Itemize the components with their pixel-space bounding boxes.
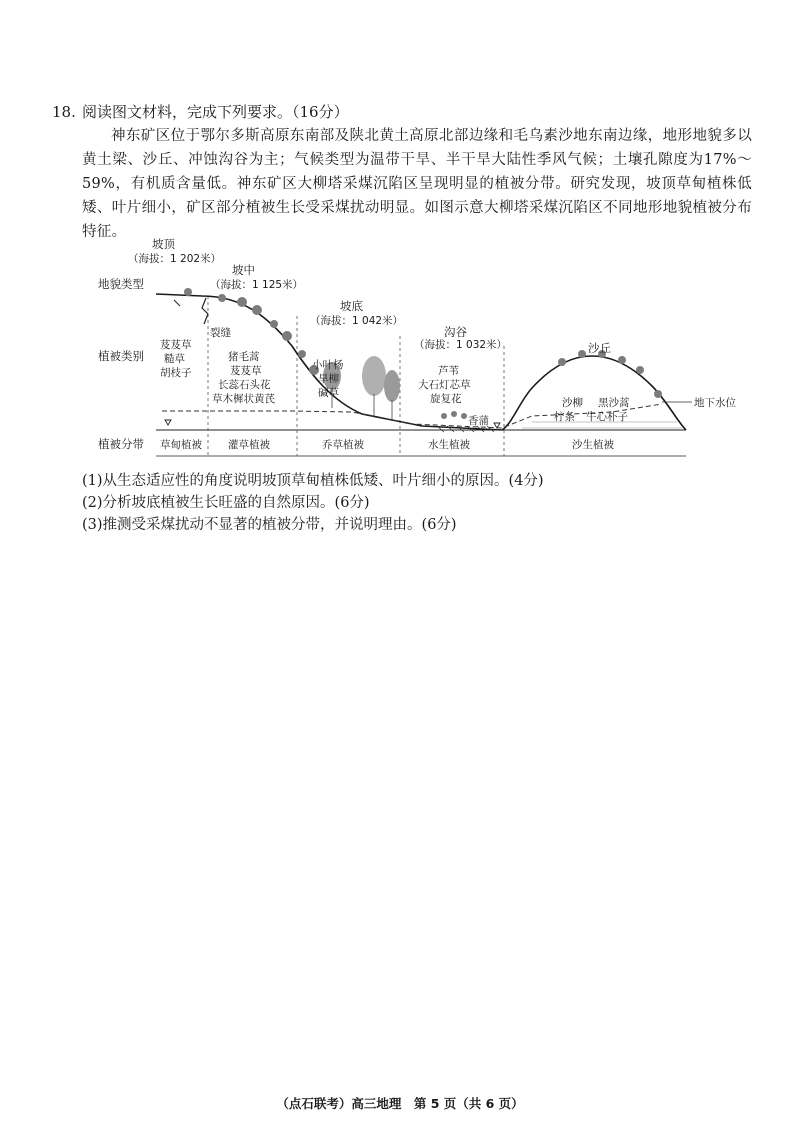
profile-svg	[92, 236, 752, 468]
subquestion-3: (3)推测受采煤扰动不显著的植被分带，并说明理由。(6分)	[82, 517, 457, 533]
slope-mark	[174, 300, 180, 306]
zone-aquatic: 水生植被	[428, 439, 470, 451]
plant-mid-4: 草木樨状黄芪	[212, 393, 275, 405]
plant-bottom-3: 碱草	[318, 387, 339, 399]
water-table-marker-1	[165, 420, 171, 425]
row-label-landform: 地貌类型	[98, 277, 144, 291]
landform-valley-elev: （海拔：1 032米）	[414, 339, 508, 351]
landform-dune: 沙丘	[588, 341, 611, 355]
landform-bottom: 坡底	[340, 299, 363, 313]
question-paragraph: 神东矿区位于鄂尔多斯高原东南部及陕北黄土高原北部边缘和毛乌素沙地东南边缘，地形地貌多以黄土梁、沙丘、冲蚀沟谷为主；气候类型为温带干旱、半干旱大陆性季风气候；土壤孔隙度为17%～59%，有机质含量低。神东矿区大柳塔采煤沉陷区呈现明显的植被分带。研究发现，坡顶草甸植株低矮、叶片细小，矿区部分植被生长受采煤扰动明显。如图示意大柳塔采煤沉陷区不同地形地貌植被分布特征。	[82, 128, 752, 240]
landform-top-elev: （海拔：1 202米）	[128, 253, 222, 265]
row-label-zone: 植被分带	[98, 437, 144, 451]
zone-sand: 沙生植被	[572, 439, 614, 451]
plant-mid-2: 芨芨草	[230, 365, 262, 377]
plant-dune-4: 牛心朴子	[586, 411, 628, 423]
plant-dune-1: 沙柳	[562, 397, 583, 409]
landform-valley: 沟谷	[444, 325, 467, 339]
crack-line	[202, 298, 208, 324]
plant-mid-3: 长蕊石头花	[218, 379, 271, 391]
water-table-marker-2	[494, 423, 500, 428]
row-label-vegetation: 植被类别	[98, 349, 144, 363]
question-heading	[52, 100, 752, 124]
plant-valley-extra: 香蒲	[468, 415, 489, 427]
plant-valley-1: 芦苇	[438, 365, 459, 377]
zone-shrub-grass: 灌草植被	[228, 439, 270, 451]
question-title: 阅读图文材料，完成下列要求。（16分）	[82, 103, 349, 121]
plant-bottom-2: 旱柳	[318, 373, 339, 385]
plant-valley-3: 旋复花	[430, 393, 462, 405]
landform-bottom-elev: （海拔：1 042米）	[310, 315, 404, 327]
subquestion-2: (2)分析坡底植被生长旺盛的自然原因。(6分)	[82, 495, 370, 511]
landform-top: 坡顶	[152, 237, 175, 251]
plant-mid-1: 猪毛蒿	[228, 351, 260, 363]
question-block	[52, 100, 752, 244]
plant-top-2: 糙草	[164, 353, 185, 365]
page-footer: （点石联考）高三地理 第 5 页（共 6 页）	[276, 1096, 524, 1111]
plant-top-1: 芨芨草	[160, 339, 192, 351]
zone-meadow: 草甸植被	[160, 439, 202, 451]
subquestion-1: (1)从生态适应性的角度说明坡顶草甸植株低矮、叶片细小的原因。(4分)	[82, 473, 544, 489]
vegetation-profile-diagram	[92, 236, 752, 468]
groundwater-label: 地下水位	[694, 397, 736, 409]
plant-valley-2: 大石灯芯草	[418, 379, 471, 391]
landform-mid: 坡中	[232, 263, 255, 277]
crack-label: 裂缝	[210, 327, 231, 339]
tree-trunks	[332, 388, 392, 420]
plant-top-3: 胡枝子	[160, 367, 192, 379]
plant-bottom-1: 小叶杨	[312, 359, 344, 371]
plant-dune-2: 黑沙蒿	[598, 397, 630, 409]
plant-dune-3: 柠条	[554, 411, 575, 423]
zone-tree-grass: 乔草植被	[322, 439, 364, 451]
question-number: 18.	[52, 103, 76, 121]
landform-mid-elev: （海拔：1 125米）	[210, 279, 304, 291]
